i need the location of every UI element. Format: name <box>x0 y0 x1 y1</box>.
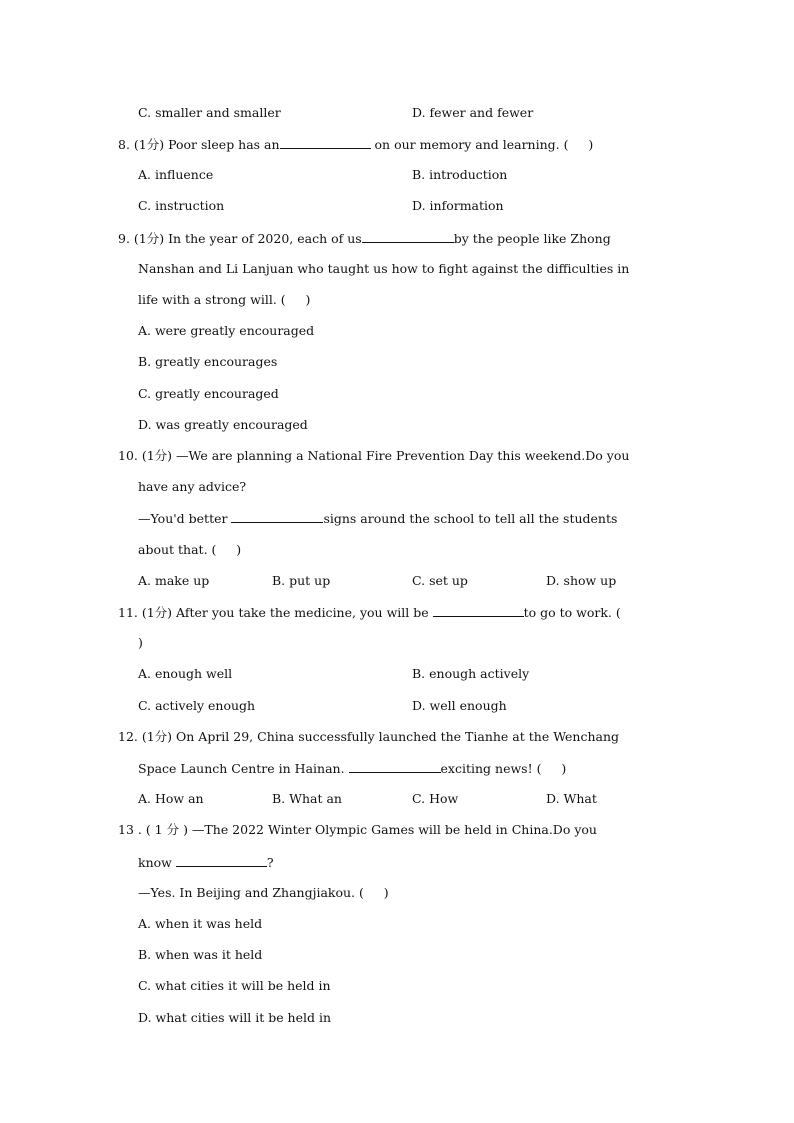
q13-option-b: B. when was it held <box>138 947 263 962</box>
q10-stem-line1: 10. (1分) —We are planning a National Fire Prevention Day this weekend.Do you <box>118 448 630 463</box>
q10-option-a: A. make up <box>138 573 210 588</box>
q12-stem-line2 <box>138 760 566 777</box>
q10-stem-line2: have any advice? <box>138 479 247 494</box>
q10-option-b: B. put up <box>272 573 331 588</box>
q8-stem-prefix: 8. (1分) Poor sleep has an <box>118 137 280 152</box>
q9-stem-suffix: by the people like Zhong <box>453 231 611 246</box>
q11-stem-line1 <box>118 604 621 621</box>
q13-option-d: D. what cities will it be held in <box>138 1010 332 1025</box>
answer-blank <box>231 510 323 523</box>
q11-stem-line2: ) <box>138 635 143 650</box>
q9-option-d: D. was greatly encouraged <box>138 417 308 432</box>
q13-stem-line1: 13 . ( 1 分 ) —The 2022 Winter Olympic Games will be held in China.Do you <box>118 822 597 837</box>
q11-option-b: B. enough actively <box>412 666 530 681</box>
q12-stem-line1: 12. (1分) On April 29, China successfully launched the Tianhe at the Wenchang <box>118 729 620 744</box>
q9-option-b: B. greatly encourages <box>138 354 278 369</box>
q11-option-d: D. well enough <box>412 698 507 713</box>
q13-stem-line2-suffix: ? <box>266 855 274 870</box>
q12-stem-line2-suffix: exciting news! ( ) <box>440 761 567 776</box>
q10-option-c: C. set up <box>412 573 468 588</box>
q13-stem-line2-prefix: know <box>138 855 176 870</box>
q9-stem-line1 <box>118 230 611 247</box>
q13-stem-line2 <box>138 854 274 871</box>
q10-option-d: D. show up <box>546 573 617 588</box>
q10-stem-line3-prefix: —You'd better <box>138 511 232 526</box>
q11-option-a: A. enough well <box>138 666 233 681</box>
q8-stem-suffix: on our memory and learning. ( ) <box>370 137 594 152</box>
q11-stem-prefix: 11. (1分) After you take the medicine, you will be <box>118 605 433 620</box>
q13-option-c: C. what cities it will be held in <box>138 978 331 993</box>
q7-option-c: C. smaller and smaller <box>138 105 281 120</box>
q12-option-a: A. How an <box>138 791 204 806</box>
q8-option-b: B. introduction <box>412 167 508 182</box>
q8-option-d: D. information <box>412 198 504 213</box>
answer-blank <box>280 136 371 149</box>
answer-blank <box>349 760 441 773</box>
q13-stem-line3: —Yes. In Beijing and Zhangjiakou. ( ) <box>138 885 389 900</box>
q12-option-c: C. How <box>412 791 459 806</box>
q9-stem-prefix: 9. (1分) In the year of 2020, each of us <box>118 231 362 246</box>
q10-stem-line3-suffix: signs around the school to tell all the students <box>323 511 618 526</box>
q9-option-c: C. greatly encouraged <box>138 386 279 401</box>
q11-option-c: C. actively enough <box>138 698 256 713</box>
q9-stem-line3: life with a strong will. ( ) <box>138 292 311 307</box>
answer-blank <box>433 604 524 617</box>
q10-stem-line3 <box>138 510 617 527</box>
q7-option-d: D. fewer and fewer <box>412 105 534 120</box>
q12-option-b: B. What an <box>272 791 342 806</box>
q8-option-a: A. influence <box>138 167 214 182</box>
q9-stem-line2: Nanshan and Li Lanjuan who taught us how to fight against the difficulties in <box>138 261 630 276</box>
q13-option-a: A. when it was held <box>138 916 263 931</box>
q12-option-d: D. What <box>546 791 597 806</box>
q12-stem-line2-prefix: Space Launch Centre in Hainan. <box>138 761 349 776</box>
q8-stem <box>118 136 593 153</box>
answer-blank <box>362 230 454 243</box>
q9-option-a: A. were greatly encouraged <box>138 323 315 338</box>
q8-option-c: C. instruction <box>138 198 225 213</box>
q11-stem-suffix: to go to work. ( <box>523 605 621 620</box>
q10-stem-line4: about that. ( ) <box>138 542 242 557</box>
answer-blank <box>176 854 267 867</box>
